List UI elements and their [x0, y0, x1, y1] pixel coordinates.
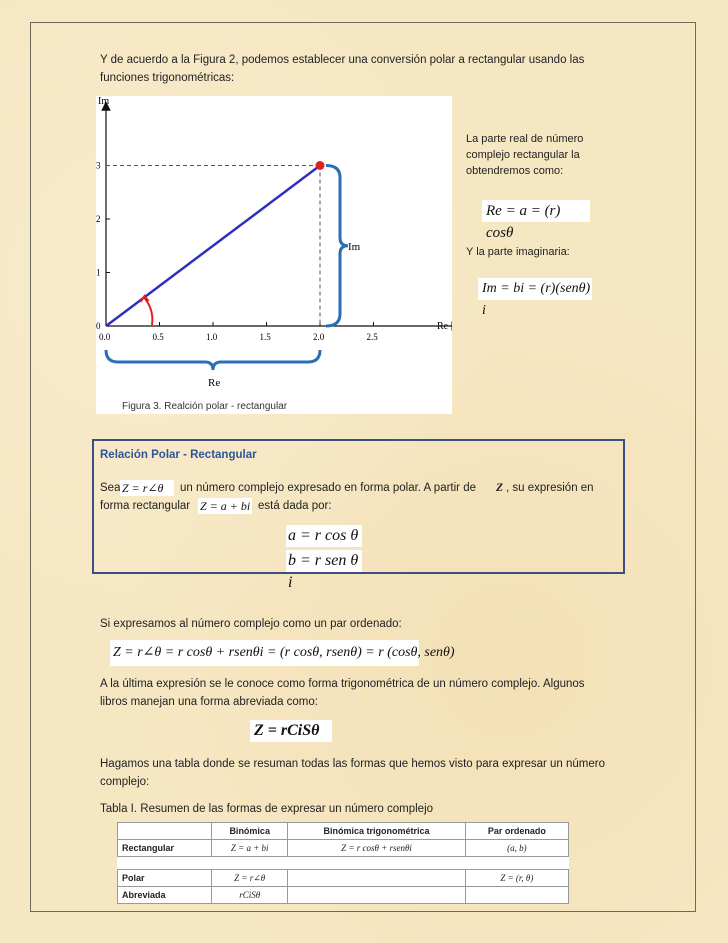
table-header-cell: Par ordenado — [465, 823, 568, 840]
table-cell: Z = r∠θ — [212, 870, 288, 887]
x-tick-label: 2.0 — [313, 332, 325, 342]
polar-figure — [96, 96, 452, 414]
table-row — [118, 870, 569, 887]
polar-plot — [96, 96, 452, 414]
y-tick-label: 2 — [96, 214, 101, 224]
summary-table — [117, 822, 569, 904]
side-real-text-1: La parte real de número — [466, 133, 584, 145]
x-tick-label: 1.0 — [206, 332, 218, 342]
intro-line-1: Y de acuerdo a la Figura 2, podemos establecer una conversión polar a rectangular usando las — [100, 54, 585, 66]
table-gap-row — [118, 857, 569, 870]
abbrev-line-2: libros manejan una forma abreviada como: — [100, 696, 318, 708]
row-label: Abreviada — [118, 887, 212, 904]
table-header-cell: Binómica — [212, 823, 288, 840]
y-tick-label: 1 — [96, 267, 101, 278]
table-cell: Z = a + bi — [212, 840, 288, 857]
table-cell: Z = r cosθ + rsenθi — [288, 840, 465, 857]
y-tick-label: 0 — [96, 321, 101, 331]
relation-title: Relación Polar - Rectangular — [100, 449, 257, 461]
table-row — [118, 840, 569, 857]
figure-caption: Figura 3. Realción polar - rectangular — [122, 401, 288, 412]
x-axis-label: Re — [437, 321, 449, 332]
equation-a: a = r cos θ — [286, 525, 362, 547]
im-brace — [326, 166, 348, 327]
angle-arc — [145, 298, 153, 325]
y-axis-label: Im — [98, 96, 110, 107]
x-tick-label: 0.0 — [99, 332, 111, 342]
z-rect-inline: Z = a + bi — [200, 499, 251, 513]
side-real-text-2: complejo rectangular la — [466, 149, 580, 161]
table-cell — [288, 870, 465, 887]
relation-text-3: forma rectangular — [100, 500, 191, 512]
complex-point — [316, 161, 325, 170]
ordered-pair-equation: Z = r∠θ = r cosθ + rsenθi = (r cosθ, rsenθ) = r (cosθ, senθ) — [110, 640, 419, 666]
relation-text-1: un número complejo expresado en forma polar. A partir de — [180, 482, 476, 494]
re-brace-label: Re — [208, 377, 221, 389]
x-tick-label: 0.5 — [152, 332, 164, 342]
z-polar-inline: Z = r∠θ — [120, 480, 174, 496]
side-imag-text: Y la parte imaginaria: — [466, 246, 570, 258]
ordered-pair-text: Si expresamos al número complejo como un par ordenado: — [100, 618, 402, 630]
radius-line — [106, 166, 320, 327]
im-brace-label: Im — [348, 241, 361, 253]
relation-sea: Sea — [100, 482, 121, 494]
imag-part-equation: Im = bi = (r)(senθ) i — [478, 278, 592, 300]
x-tick-label: 2.5 — [366, 332, 378, 342]
intro-line-2: funciones trigonométricas: — [100, 72, 235, 84]
row-label: Rectangular — [118, 840, 212, 857]
side-real-text-3: obtendremos como: — [466, 165, 564, 177]
re-brace — [106, 350, 320, 370]
real-part-equation: Re = a = (r) cosθ — [482, 200, 590, 222]
table-cell — [288, 887, 465, 904]
table-intro-line-1: Hagamos una tabla donde se resuman todas las formas que hemos visto para expresar un número — [100, 758, 606, 770]
row-label: Polar — [118, 870, 212, 887]
relation-z-bold: Z — [496, 482, 504, 494]
table-header-cell — [118, 823, 212, 840]
table-cell: Z = (r, θ) — [465, 870, 568, 887]
equation-b: b = r sen θ i — [286, 550, 362, 572]
abbrev-line-1: A la última expresión se le conoce como forma trigonométrica de un número complejo. Algunos — [100, 678, 585, 690]
relation-text-4: está dada por: — [258, 500, 332, 512]
table-cell: rCiSθ — [212, 887, 288, 904]
table-caption: Tabla I. Resumen de las formas de expresar un número complejo — [100, 803, 434, 815]
table-intro-line-2: complejo: — [100, 776, 150, 788]
table-header-cell: Binómica trigonométrica — [288, 823, 465, 840]
table-cell — [465, 887, 568, 904]
relation-text-2: , su expresión en — [506, 482, 594, 494]
table-cell: (a, b) — [465, 840, 568, 857]
cis-equation: Z = rCiSθ — [250, 720, 332, 742]
x-tick-label: 1.5 — [259, 332, 271, 342]
y-tick-label: 3 — [96, 160, 101, 171]
table-header-row — [118, 823, 569, 840]
table-row — [118, 887, 569, 904]
